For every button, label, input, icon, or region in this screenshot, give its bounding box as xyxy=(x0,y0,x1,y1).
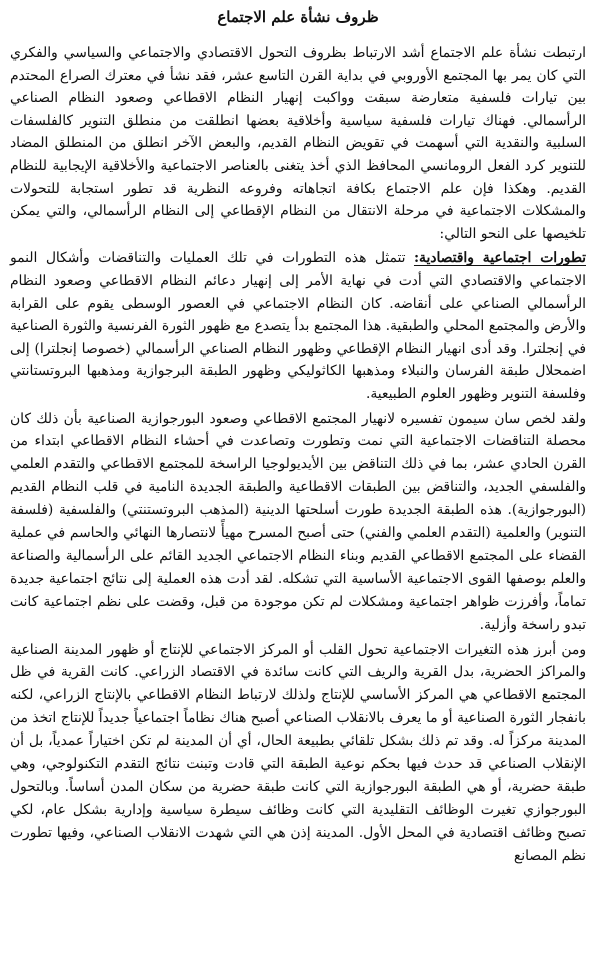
paragraph-socioeconomic-text: تتمثل هذه التطورات في تلك العمليات والتناقضات وأشكال النمو الاجتماعي والاقتصادي التي أدت في نهاية الأمر إلى إنهيار دعائم النظام الاقطاعي وصعود النظام الرأسمالي الصناعي على أنقاضه. كان النظام الاجتماعي في العصور الوسطى يقوم على القرابة والأرض والمجتمع المحلي والطبقية. هذا المجتمع بدأ يتصدع مع ظهور الثورة الفرنسية والثورة الصناعية في إنجلترا. وقد أدى انهيار النظام الإقطاعي وظهور النظام الصناعي الرأسمالي (خصوصا إنجلترا) إلى اضمحلال طبقة الفرسان والنبلاء ومذهبها الكاثوليكي وظهور الطبقة البرجوازية ومذهبها البروتستانتي وفلسفة التنوير وظهور العلوم الطبيعية. xyxy=(10,250,586,402)
section-subheading: تطورات اجتماعية واقتصادية: xyxy=(413,250,586,267)
paragraph-socioeconomic xyxy=(10,247,586,405)
paragraph-urbanization: ومن أبرز هذه التغيرات الاجتماعية تحول القلب أو المركز الاجتماعي للإنتاج أو ظهور المدينة الصناعية والمراكز الحضرية، بدل القرية والريف التي كانت سائدة في الاقتصاد الزراعي. كانت القرية في ظل المجتمع الاقطاعي هي المركز الأساسي للإنتاج ولذلك لارتباط النظام الاقطاعي بالإنتاج الزراعي، لكنه بانفجار الثورة الصناعية أو ما يعرف بالانقلاب الصناعي أصبح هناك نظاماً اجتماعياً جديداً للإنتاج اتخذ من المدينة مركزاً له. وقد تم ذلك بشكل تلقائي بطبيعة الحال، أي أن المدينة لم تكن اختياراً عمدياً، بل أن الإنقلاب الصناعي قد حدث فيها بحكم نوعية الطبقة التي قادت وتبنت نتائج التقدم التكنولوجي، وهي طبقة حضرية، أو هي الطبقة البورجوازية التي كانت طبقة حضرية من سكان المدن أساساً. وبالتحول البورجوازي تغيرت الوظائف التقليدية التي كانت وظائف سيطرة سياسية وإدارية بشكل عام، لكي تصبح وظائف اقتصادية في المحل الأول. المدينة إذن هي التي شهدت الانقلاب الصناعي، وفيها تطورت نظم المصانع xyxy=(10,641,586,864)
paragraph-saint-simon: ولقد لخص سان سيمون تفسيره لانهيار المجتمع الاقطاعي وصعود البورجوازية الصناعية بأن ذلك كان محصلة التناقضات الاجتماعية التي نمت وتطورت وتصاعدت في أحشاء النظام الاقطاعي ابتداء من القرن الحادي عشر، بما في ذلك التناقض بين الأيديولوجيا الراسخة للمجتمع الاقطاعي والتقدم العلمي والفلسفي الجديد، والتناقض بين الطبقات الاقطاعية والطبقة الجديدة النامية في قلب النظام القديم (البورجوازية). هذه الطبقة الجديدة طورت أسلحتها الدينية (المذهب البروتستنتي) والفلسفية (فلسفة التنوير) والعلمية (التقدم العلمي والفني) حتى أصبح المسرح مهيأً لانتصارها النهائي والحاسم في عملية القضاء على المجتمع الاقطاعي القديم وبناء النظام الاجتماعي الجديد القائم على الرأسمالية والصناعة والعلم بوصفها القوى الاجتماعية الأساسية التي تشكله. لقد أدت هذه العملية إلى نتائج اجتماعية جديدة تماماً، وأفرزت ظواهر اجتماعية ومشكلات لم تكن موجودة من قبل، وقضت على نظم اجتماعية كانت تبدو راسخة وأزلية. xyxy=(10,410,587,633)
paragraph-intro: ارتبطت نشأة علم الاجتماع أشد الارتباط بظروف التحول الاقتصادي والاجتماعي والسياسي والفكري التي كان يمر بها المجتمع الأوروبي في بداية القرن التاسع عشر، فقد نشأ في معترك الصراع المحتدم بين تيارات فلسفية متعارضة سبقت وواكبت إنهيار النظام الاقطاعي وصعود النظام الصناعي الرأسمالي. فهناك تيارات فلسفية سياسية وأخلاقية بعضها انطلقت من منطلق التنوير كالفلسفات السلبية والنقدية التي أسهمت في تقويض النظام القديم، والبعض الآخر انطلق من المنطلق المضاد للتنوير كرد الفعل الرومانسي المحافظ الذي أخذ يتغنى بالعناصر الاجتماعية والأخلاقية الإيجابية للنظام القديم. وهكذا فإن علم الاجتماع بكافة اتجاهاته وفروعه النظرية قد تطور استجابة للتحولات والمشكلات الاجتماعية في مرحلة الانتقال من النظام الإقطاعي إلى النظام الرأسمالي، والتي يمكن تلخيصها على النحو التالي: xyxy=(10,45,586,242)
document-title: ظروف نشأة علم الاجتماع xyxy=(217,8,379,26)
